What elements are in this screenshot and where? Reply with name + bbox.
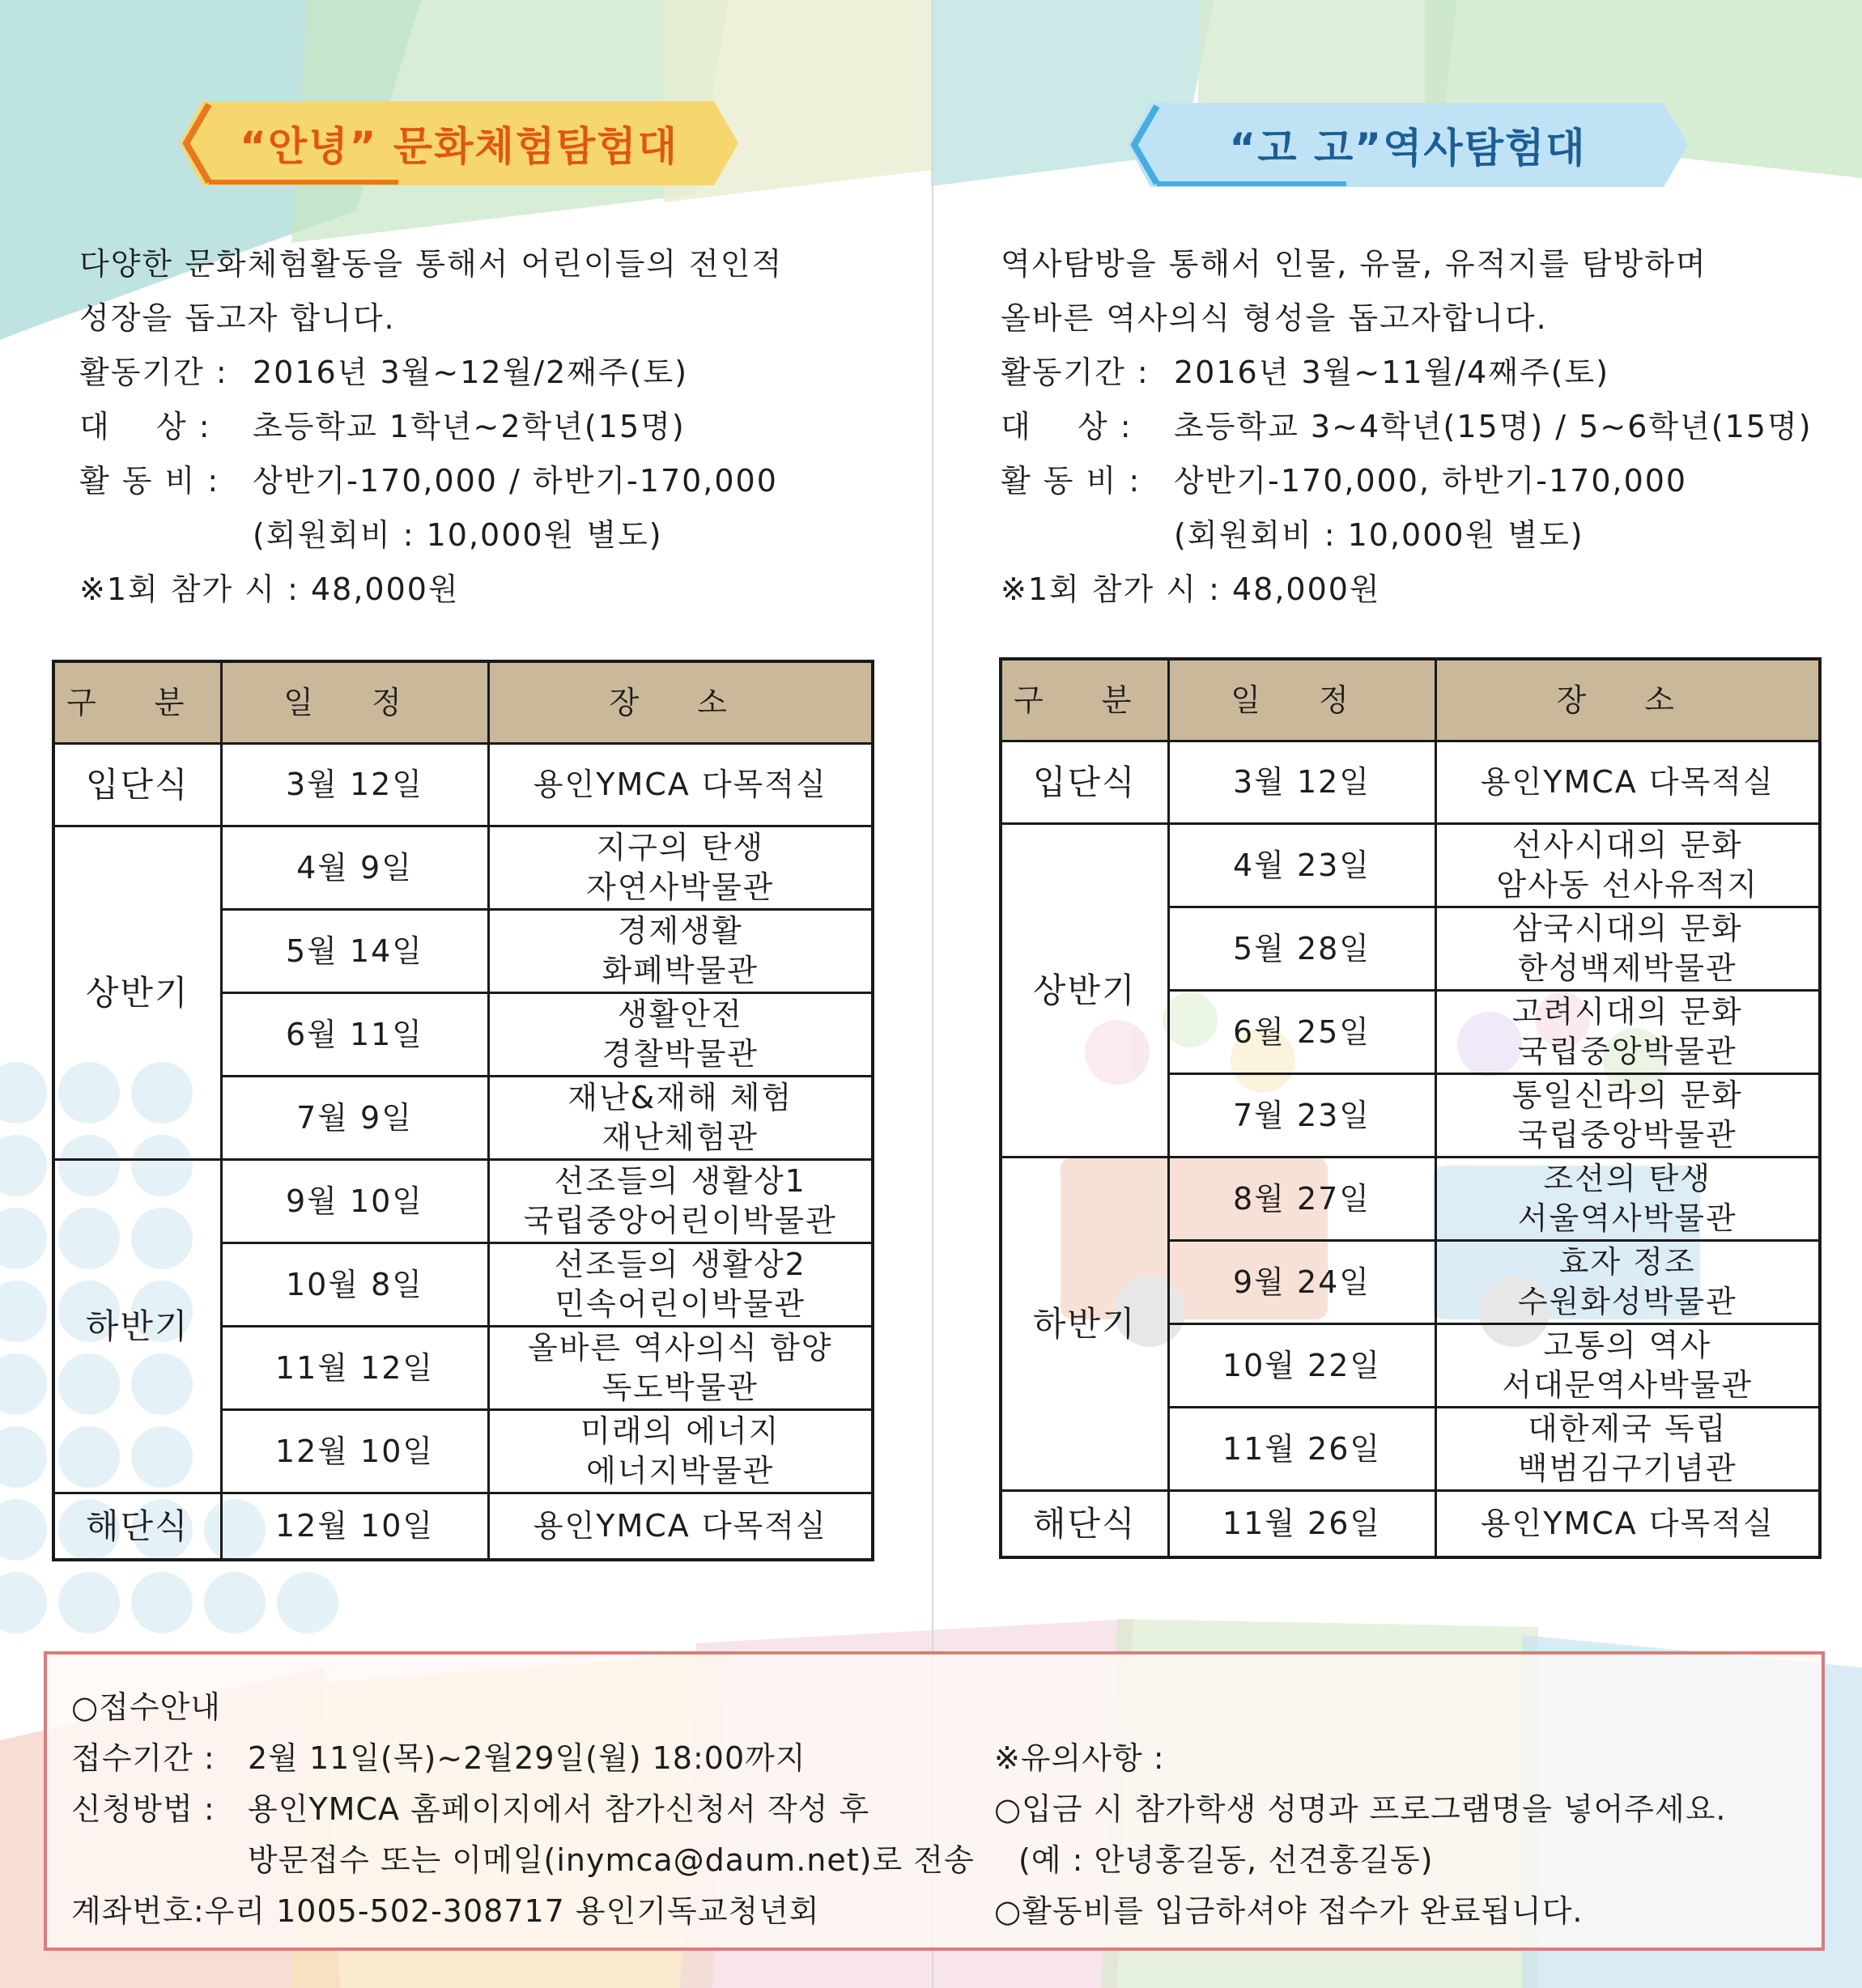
- note-payment-name: ○입금 시 참가학생 성명과 프로그램명을 넣어주세요.: [994, 1791, 1727, 1827]
- left-target-value: 초등학교 1학년~2학년(15명): [253, 409, 686, 444]
- place-theme: 선사시대의 문화: [1511, 827, 1743, 863]
- table-row: [53, 744, 873, 826]
- place-theme: 통일신라의 문화: [1511, 1077, 1743, 1113]
- schedule-place: 용인YMCA 다목적실: [488, 744, 873, 826]
- header-category: 구 분: [53, 661, 221, 744]
- left-schedule-table: [52, 660, 874, 1561]
- schedule-date: 11월 12일: [221, 1327, 488, 1410]
- place-theme: 올바른 역사의식 함양: [527, 1330, 833, 1366]
- header-schedule: 일 정: [221, 661, 488, 744]
- place-venue: 암사동 선사유적지: [1496, 867, 1759, 903]
- place-venue: 화폐박물관: [602, 953, 759, 988]
- place-venue: 재난체험관: [602, 1119, 759, 1155]
- schedule-place: [1435, 1408, 1820, 1491]
- schedule-place: 용인YMCA 다목적실: [488, 1493, 873, 1560]
- right-intro-line-1: 역사탐방을 통해서 인물, 유물, 유적지를 탐방하며: [1001, 246, 1707, 282]
- category-opening: 입단식: [1001, 741, 1168, 824]
- table-row: [53, 1160, 873, 1243]
- left-fee-row: [79, 454, 921, 508]
- schedule-date: 9월 10일: [221, 1160, 488, 1243]
- right-program-title: “고 고”역사탐험대: [1229, 125, 1587, 172]
- header-schedule: 일 정: [1168, 659, 1435, 741]
- left-fee-value: 상반기-170,000 / 하반기-170,000: [253, 463, 778, 499]
- schedule-place: [488, 1243, 873, 1327]
- place-theme: 효자 정조: [1558, 1244, 1696, 1280]
- right-fee-value: 상반기-170,000, 하반기-170,000: [1174, 463, 1688, 499]
- schedule-date: 3월 12일: [1168, 741, 1435, 824]
- registration-info-box: [44, 1651, 1825, 1951]
- schedule-place: [488, 1410, 873, 1493]
- right-period-label: 활동기간 :: [1001, 355, 1150, 390]
- schedule-date: 11월 26일: [1168, 1491, 1435, 1557]
- category-second-half: 하반기: [1001, 1158, 1168, 1491]
- table-row: [53, 1493, 873, 1560]
- right-schedule-table: [999, 657, 1822, 1559]
- table-row: [1001, 741, 1820, 824]
- right-target-value: 초등학교 3~4학년(15명) / 5~6학년(15명): [1174, 409, 1813, 444]
- place-theme: 경제생활: [617, 913, 743, 949]
- place-theme: 고통의 역사: [1543, 1327, 1712, 1363]
- right-program-description: [1001, 237, 1843, 617]
- right-target-row: [1001, 400, 1843, 454]
- left-intro-line-1: 다양한 문화체험활동을 통해서 어린이들의 전인적: [79, 246, 784, 282]
- table-header-row: [53, 661, 873, 744]
- registration-guide: [71, 1682, 975, 1937]
- table-row: [1001, 1491, 1820, 1557]
- note-payment-complete: ○활동비를 입금하셔야 접수가 완료됩니다.: [994, 1893, 1584, 1929]
- schedule-date: 8월 27일: [1168, 1158, 1435, 1241]
- table-row: [1001, 824, 1820, 907]
- bank-account: 계좌번호:우리 1005-502-308717 용인기독교청년회: [71, 1893, 820, 1929]
- left-period-value: 2016년 3월~12월/2째주(토): [253, 355, 689, 390]
- schedule-date: 6월 11일: [221, 993, 488, 1077]
- schedule-date: 11월 26일: [1168, 1408, 1435, 1491]
- place-theme: 선조들의 생활상1: [554, 1163, 806, 1199]
- right-target-label: 대 상 :: [1001, 409, 1133, 444]
- place-theme: 조선의 탄생: [1543, 1161, 1712, 1196]
- schedule-date: 3월 12일: [221, 744, 488, 826]
- schedule-place: [488, 993, 873, 1077]
- schedule-date: 10월 8일: [221, 1243, 488, 1327]
- place-theme: 삼국시대의 문화: [1511, 911, 1743, 946]
- left-fee-note: (회원회비 : 10,000원 별도): [253, 517, 663, 553]
- category-first-half: 상반기: [53, 826, 221, 1160]
- schedule-date: 4월 9일: [221, 826, 488, 910]
- schedule-place: [1435, 1074, 1820, 1158]
- schedule-place: 용인YMCA 다목적실: [1435, 741, 1820, 824]
- place-venue: 독도박물관: [602, 1370, 759, 1405]
- place-venue: 국립중앙어린이박물관: [523, 1203, 837, 1238]
- place-theme: 선조들의 생활상2: [554, 1247, 806, 1282]
- schedule-date: 4월 23일: [1168, 824, 1435, 907]
- right-intro-line-2: 올바른 역사의식 형성을 돕고자합니다.: [1001, 300, 1548, 336]
- place-theme: 지구의 탄생: [596, 830, 765, 865]
- category-closing: 해단식: [53, 1493, 221, 1560]
- schedule-date: 12월 10일: [221, 1410, 488, 1493]
- registration-period-value: 2월 11일(목)~2월29일(월) 18:00까지: [248, 1740, 806, 1776]
- schedule-date: 10월 22일: [1168, 1324, 1435, 1408]
- left-target-row: [79, 400, 921, 454]
- schedule-date: 9월 24일: [1168, 1241, 1435, 1324]
- left-period-row: [79, 346, 921, 400]
- schedule-date: 7월 9일: [221, 1077, 488, 1160]
- schedule-place: [1435, 1241, 1820, 1324]
- application-method-value-1: 용인YMCA 홈페이지에서 참가신청서 작성 후: [248, 1791, 870, 1827]
- schedule-place: [1435, 824, 1820, 907]
- registration-heading: ○접수안내: [71, 1689, 221, 1725]
- left-period-label: 활동기간 :: [79, 355, 228, 390]
- header-category: 구 분: [1001, 659, 1168, 741]
- place-venue: 에너지박물관: [586, 1453, 775, 1489]
- category-closing: 해단식: [1001, 1491, 1168, 1557]
- place-venue: 백범김구기념관: [1517, 1451, 1737, 1486]
- category-opening: 입단식: [53, 744, 221, 826]
- left-fee-label: 활 동 비 :: [79, 463, 220, 499]
- notes-heading: ※유의사항 :: [994, 1740, 1165, 1776]
- application-method-value-2: 방문접수 또는 이메일(inymca@daum.net)로 전송: [248, 1842, 975, 1878]
- registration-period-label: 접수기간 :: [71, 1740, 215, 1776]
- right-fee-label: 활 동 비 :: [1001, 463, 1141, 499]
- schedule-date: 5월 28일: [1168, 907, 1435, 991]
- schedule-place: 용인YMCA 다목적실: [1435, 1491, 1820, 1557]
- header-place: 장 소: [488, 661, 873, 744]
- note-payment-example: (예 : 안녕홍길동, 선견홍길동): [1018, 1842, 1434, 1878]
- schedule-place: [1435, 1324, 1820, 1408]
- place-venue: 국립중앙박물관: [1517, 1034, 1737, 1069]
- right-program-title-banner: [1128, 103, 1688, 187]
- place-theme: 생활안전: [617, 996, 743, 1032]
- left-program-title-banner: [180, 101, 738, 185]
- right-period-value: 2016년 3월~11월/4째주(토): [1174, 355, 1610, 390]
- left-intro-line-2: 성장을 돕고자 합니다.: [79, 300, 396, 336]
- left-single-fee: ※1회 참가 시 : 48,000원: [79, 571, 460, 607]
- place-theme: 재난&재해 체험: [568, 1080, 793, 1115]
- schedule-date: 12월 10일: [221, 1493, 488, 1560]
- category-second-half: 하반기: [53, 1160, 221, 1493]
- place-venue: 서대문역사박물관: [1502, 1367, 1754, 1403]
- right-fee-row: [1001, 454, 1843, 508]
- place-venue: 국립중앙박물관: [1517, 1117, 1737, 1153]
- payment-notes: [994, 1733, 1727, 1937]
- schedule-place: [488, 826, 873, 910]
- schedule-place: [488, 1327, 873, 1410]
- right-fee-note: (회원회비 : 10,000원 별도): [1174, 517, 1584, 553]
- left-program-title: “안녕” 문화체험탐험대: [240, 123, 678, 170]
- place-theme: 미래의 에너지: [580, 1413, 780, 1449]
- schedule-place: [1435, 907, 1820, 991]
- category-first-half: 상반기: [1001, 824, 1168, 1158]
- application-method-label: 신청방법 :: [71, 1791, 215, 1827]
- right-period-row: [1001, 346, 1843, 400]
- place-theme: 고려시대의 문화: [1511, 994, 1743, 1030]
- table-header-row: [1001, 659, 1820, 741]
- place-venue: 자연사박물관: [586, 869, 775, 905]
- place-venue: 민속어린이박물관: [555, 1286, 806, 1322]
- header-place: 장 소: [1435, 659, 1820, 741]
- right-single-fee: ※1회 참가 시 : 48,000원: [1001, 571, 1381, 607]
- schedule-date: 5월 14일: [221, 910, 488, 993]
- place-theme: 대한제국 독립: [1528, 1411, 1728, 1446]
- place-venue: 경찰박물관: [602, 1036, 759, 1072]
- place-venue: 서울역사박물관: [1517, 1200, 1737, 1236]
- schedule-date: 7월 23일: [1168, 1074, 1435, 1158]
- schedule-place: [488, 1077, 873, 1160]
- place-venue: 수원화성박물관: [1517, 1284, 1737, 1319]
- left-program-description: [79, 237, 921, 617]
- registration-period-row: [71, 1733, 975, 1784]
- place-venue: 한성백제박물관: [1517, 950, 1737, 986]
- schedule-place: [1435, 991, 1820, 1074]
- table-row: [1001, 1158, 1820, 1241]
- application-method-row: [71, 1784, 975, 1835]
- left-target-label: 대 상 :: [79, 409, 211, 444]
- schedule-place: [488, 910, 873, 993]
- schedule-date: 6월 25일: [1168, 991, 1435, 1074]
- schedule-place: [1435, 1158, 1820, 1241]
- schedule-place: [488, 1160, 873, 1243]
- table-row: [53, 826, 873, 910]
